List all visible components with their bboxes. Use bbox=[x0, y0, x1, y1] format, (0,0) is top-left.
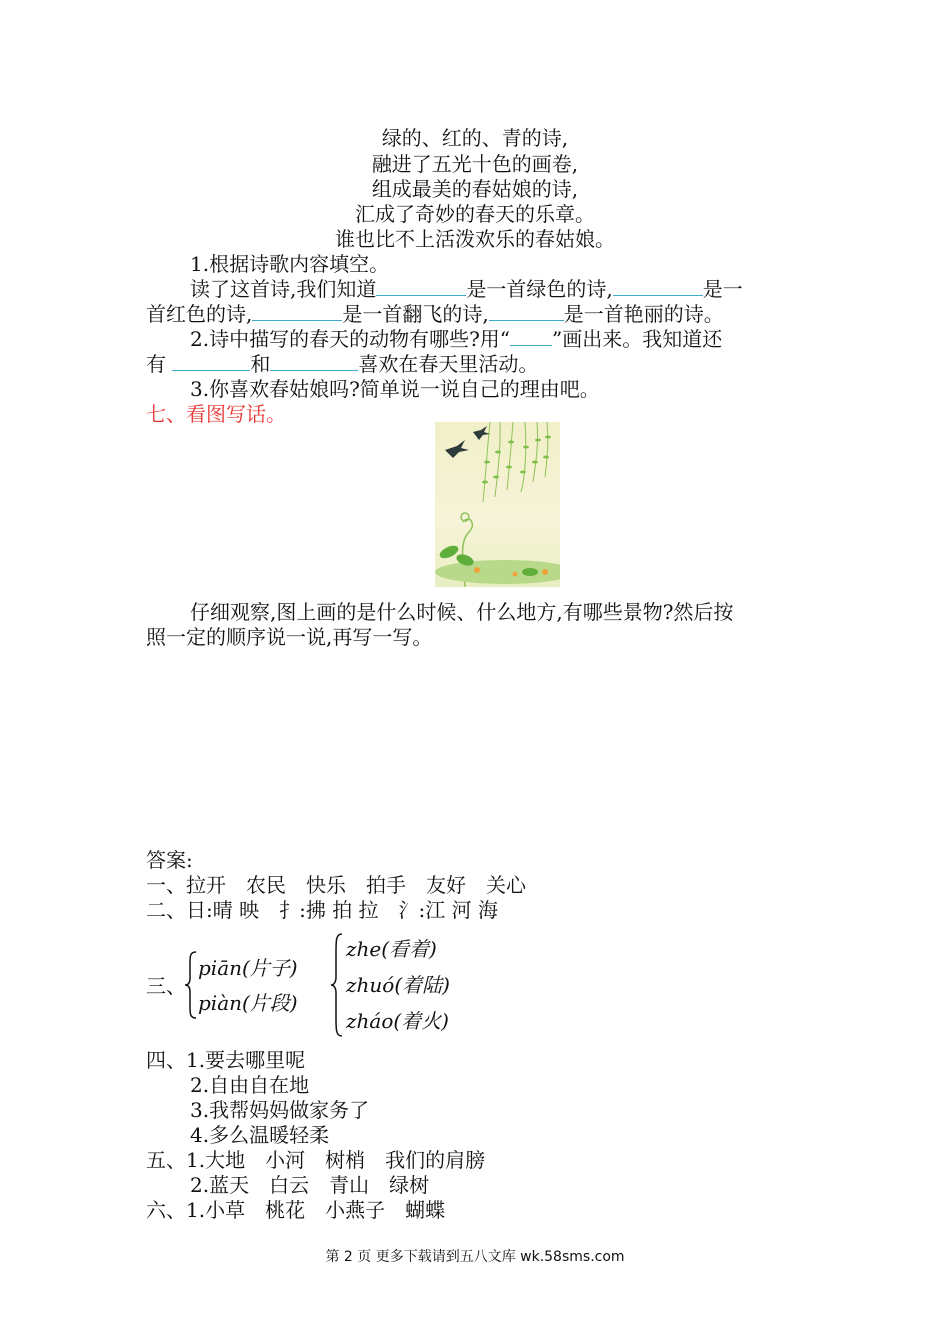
answer-3-right-3: zháo(着火) bbox=[346, 1009, 449, 1033]
answer-4-3: 3.我帮妈妈做家务了 bbox=[190, 1098, 370, 1122]
underline-sample bbox=[510, 327, 552, 346]
answer-6: 六、1.小草 桃花 小燕子 蝴蝶 bbox=[146, 1198, 446, 1222]
q1-text-c: 是一 bbox=[702, 277, 743, 301]
page-footer: 第 2 页 更多下载请到五八文库 wk.58sms.com bbox=[325, 1249, 625, 1265]
fill-blank[interactable] bbox=[172, 352, 250, 371]
answer-3-prefix: 三、 bbox=[146, 974, 186, 998]
poem-line-2: 融进了五光十色的画卷, bbox=[371, 152, 579, 176]
fill-blank[interactable] bbox=[489, 302, 564, 321]
answer-4-4: 4.多么温暖轻柔 bbox=[190, 1123, 330, 1147]
fill-blank[interactable] bbox=[376, 277, 466, 296]
answer-3-left-2: piàn(片段) bbox=[198, 991, 298, 1015]
q3-line: 3.你喜欢春姑娘吗?简单说一说自己的理由吧。 bbox=[190, 377, 600, 401]
fill-blank[interactable] bbox=[270, 352, 358, 371]
poem-line-1: 绿的、红的、青的诗, bbox=[381, 126, 569, 150]
q1-text-a: 读了这首诗,我们知道 bbox=[190, 277, 377, 301]
q2-text-c: 有 bbox=[146, 352, 166, 376]
poem-line-5: 谁也比不上活泼欢乐的春姑娘。 bbox=[335, 227, 615, 251]
q1-text-d: 首红色的诗, bbox=[146, 302, 253, 326]
instruction-line-2: 照一定的顺序说一说,再写一写。 bbox=[146, 625, 433, 649]
answer-3-left-1: piān(片子) bbox=[198, 956, 298, 980]
answer-4-1: 四、1.要去哪里呢 bbox=[146, 1048, 306, 1072]
left-brace-icon bbox=[184, 950, 198, 1020]
answer-3-right-2: zhuó(着陆) bbox=[346, 973, 450, 997]
instruction-line-1: 仔细观察,图上画的是什么时候、什么地方,有哪些景物?然后按 bbox=[190, 600, 734, 624]
q2-text-b: ”画出来。我知道还 bbox=[552, 327, 723, 351]
fill-blank[interactable] bbox=[613, 277, 703, 296]
spring-willow-picture bbox=[435, 422, 560, 587]
q1-title: 1.根据诗歌内容填空。 bbox=[190, 252, 390, 276]
answer-4-2: 2.自由自在地 bbox=[190, 1073, 310, 1097]
q2-line-1 bbox=[190, 327, 722, 351]
fill-blank[interactable] bbox=[252, 302, 342, 321]
section-7-title: 七、看图写话。 bbox=[146, 402, 286, 426]
poem-line-3: 组成最美的春姑娘的诗, bbox=[371, 177, 579, 201]
q1-text-e: 是一首翻飞的诗, bbox=[342, 302, 489, 326]
answer-3-right-1: zhe(看着) bbox=[346, 937, 437, 961]
poem-line-4: 汇成了奇妙的春天的乐章。 bbox=[355, 202, 595, 226]
q1-line-2 bbox=[146, 302, 724, 326]
q2-text-d: 和 bbox=[250, 352, 271, 376]
q2-text-a: 2.诗中描写的春天的动物有哪些?用“ bbox=[190, 327, 511, 351]
q1-line-1 bbox=[190, 277, 743, 301]
q1-text-f: 是一首艳丽的诗。 bbox=[563, 302, 724, 326]
answer-5-2: 2.蓝天 白云 青山 绿树 bbox=[190, 1173, 430, 1197]
answer-5-1: 五、1.大地 小河 树梢 我们的肩膀 bbox=[146, 1148, 486, 1172]
answer-2: 二、日:晴 映 扌:拂 拍 拉 氵:江 河 海 bbox=[146, 898, 499, 922]
q1-text-b: 是一首绿色的诗, bbox=[466, 277, 613, 301]
answer-1: 一、拉开 农民 快乐 拍手 友好 关心 bbox=[146, 873, 526, 897]
q2-line-2 bbox=[146, 352, 538, 376]
q2-text-e: 喜欢在春天里活动。 bbox=[358, 352, 539, 376]
answers-heading: 答案: bbox=[146, 848, 193, 872]
right-brace-icon bbox=[330, 932, 344, 1038]
